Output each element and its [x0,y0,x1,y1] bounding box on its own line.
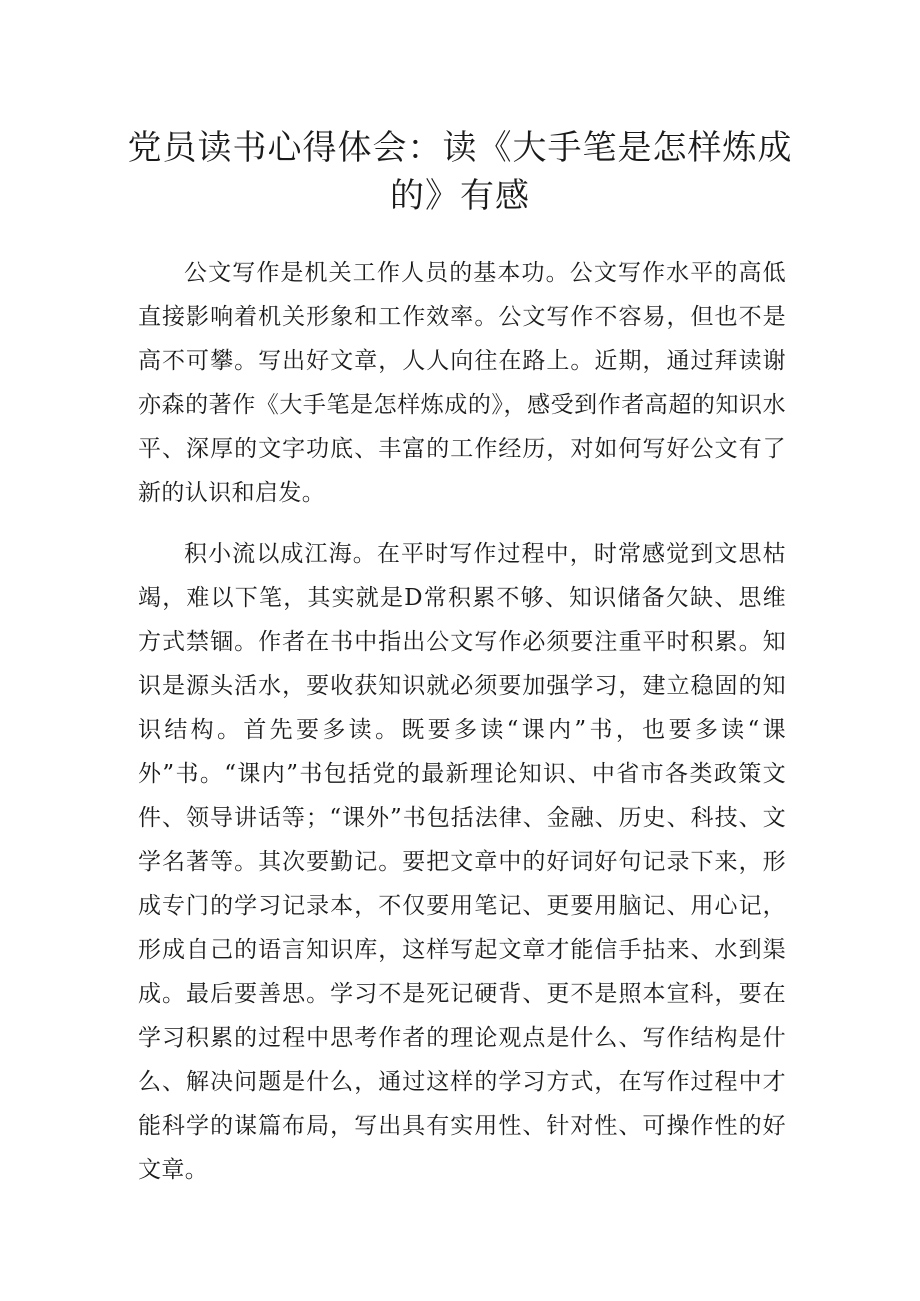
document-title: 党员读书心得体会：读《大手笔是怎样炼成的》有感 [127,128,793,216]
paragraph-accumulation: 积小流以成江海。在平时写作过程中，时常感觉到文思枯竭，难以下笔，其实就是D常积累不够、知识储备欠缺、思维方式禁锢。作者在书中指出公文写作必须要注重平时积累。知识是源头活水，要收获知识就必须要加强学习，建立稳固的知识结构。首先要多读。既要多读“课内”书，也要多读“课外”书。“课内”书包括党的最新理论知识、中省市各类政策文件、领导讲话等；“课外”书包括法律、金融、历史、科技、文学名著等。其次要勤记。要把文章中的好词好句记录下来，形成专门的学习记录本，不仅要用笔记、更要用脑记、用心记，形成自己的语言知识库，这样写起文章才能信手拈来、水到渠成。最后要善思。学习不是死记硬背、更不是照本宣科，要在学习积累的过程中思考作者的理论观点是什么、写作结构是什么、解决问题是什么，通过这样的学习方式，在写作过程中才能科学的谋篇布局，写出具有实用性、针对性、可操作性的好文章。 [138,541,786,1183]
paragraph-intro: 公文写作是机关工作人员的基本功。公文写作水平的高低直接影响着机关形象和工作效率。公文写作不容易，但也不是高不可攀。写出好文章，人人向往在路上。近期，通过拜读谢亦森的著作《大手笔是怎样炼成的》，感受到作者高超的知识水平、深厚的文字功底、丰富的工作经历，对如何写好公文有了新的认识和启发。 [138,260,786,506]
